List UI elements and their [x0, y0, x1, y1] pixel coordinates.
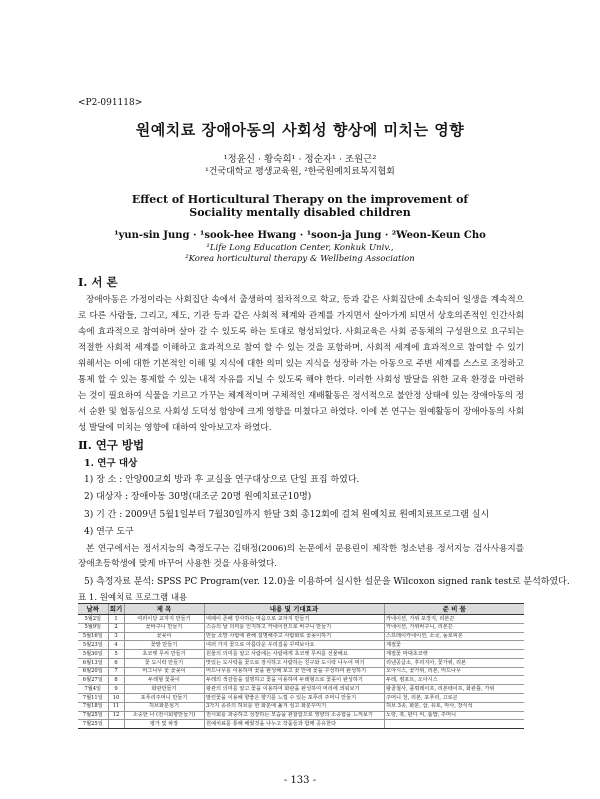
cell-date: 5월16일: [78, 632, 108, 641]
header-date: 날짜: [78, 604, 108, 615]
cell-materials: 주머니 천, 리본, 포푸리, 고로곤: [384, 694, 524, 703]
tool-description-paragraph: 본 연구에서는 정서지능의 측정도구는 김태정(2006)의 논문에서 문용린이 제작한 청소년용 정서지능 검사사용지를 장애초등학생에 맞게 바꾸어 사용한 것을 사용하였다.: [78, 544, 524, 569]
table-row: [78, 676, 524, 685]
cell-date: 5월23일: [78, 641, 108, 650]
page-number: - 133 -: [283, 775, 317, 786]
cell-session: 2: [108, 623, 124, 632]
header-title: 제 목: [124, 604, 204, 615]
cell-materials: 계절꽃: [384, 641, 524, 650]
cell-session: 1: [108, 615, 124, 624]
cell-date: 7월11일: [78, 694, 108, 703]
section-heading-introduction: Ⅰ. 서 론: [78, 275, 118, 289]
table-header-row: [78, 604, 524, 615]
method-item-analysis: 5) 측정자료 분석: SPSS PC Program(ver. 12.0)을 이용하여 실시한 설문을 Wilcoxon signed rank test로 분석하였다.: [84, 577, 570, 587]
cell-title: 평가 및 파장: [124, 720, 204, 729]
cell-session: 4: [108, 641, 124, 650]
cell-materials: 오아시스, 꽃가위, 리본, 머드나무: [384, 667, 524, 676]
cell-content: 두레의 색감들을 설명하고 꽃을 이용하여 두레형으로 꽃꽂이 완성하기: [204, 676, 384, 685]
cell-content: 왕관의 의미를 알고 꽃을 이용하여 화관을 완성하여 머리에 씌워보기: [204, 685, 384, 694]
cell-materials: 두레, 컴포트, 오아시스: [384, 676, 524, 685]
cell-title: 머그나무 꽃 꽃꽂이: [124, 667, 204, 676]
cell-materials: 허브 3종, 화분, 삽, 유토, 마사, 장식석: [384, 702, 524, 711]
cell-content: 스승의 날 의미를 인지하고 카네이션으로 바구니 만들기: [204, 623, 384, 632]
cell-content: 말린꽃을 이용해 향좋은 향기를 느낄 수 있는 포푸리 주머니 만들기: [204, 694, 384, 703]
cell-session: 11: [108, 702, 124, 711]
affiliation-en-line-2: ²Korea horticultural therapy & Wellbeing Association: [185, 254, 415, 264]
method-item-subjects: 2) 대상자 : 장애아동 30명(대조군 20명 원예치료군10명): [84, 492, 312, 502]
header-materials: 준 비 물: [384, 604, 524, 615]
cell-date: 7월4일: [78, 685, 108, 694]
cell-session: 8: [108, 676, 124, 685]
cell-title: 두레형 꽃꽂이: [124, 676, 204, 685]
method-item-tool: 4) 연구 도구: [84, 527, 134, 537]
introduction-paragraph: 장애아동은 가정이라는 사회집단 속에서 출생하여 점차적으로 학교, 등과 같은 사회집단에 소속되어 일생을 계속적으로 다른 사람들, 그리고, 제도, 기관 등과 같은 사회적 체계와 관계를 가지면서 살아가게 되면서 상호의존적인 인간사회 속에 효과적으로 참여하며 살아 갈 수 있도록 하는 토대로 형성되었다. 사회교육은 사회 공동체의 구성원으로 요구되는 적절한 사회적 세계를 이해하고 효과적으로 참여 할 수 있는 것을 포함하며, 사회적 세계에 효과적으로 참여할 수 있기 위해서는 이에 대한 기본적인 이해 및 지식에 대한 의미 있는 지식을 성장하 가는 아동으로 주변 세계를 스스로 조정하고 통제 할 수 있는 통제할 수 있는 내적 자유를 지닐 수 있도록 해야 한다. 이러한 사회성 발달을 위한 교육 환경을 마련하는 것이 필요하여 식물을 기르고 가꾸는 체계적이며 구체적인 재배활동은 정서적으로 불안정 상태에 있는 장애아동의 정서 순환 및 협동심으로 사회성 도덕성 함양에 크게 영향을 미쳤다고 하였다. 이에 본 연구는 원예활동이 장애아동의 사회성 발달에 미치는 영향에 대하여 알아보고자 하였다.: [78, 295, 524, 433]
table-row: [78, 685, 524, 694]
section-heading-methods: Ⅱ. 연구 방법: [78, 438, 145, 452]
paper-title-korean: 원예치료 장애아동의 사회성 향상에 미치는 영향: [135, 121, 465, 139]
program-table: [78, 603, 524, 729]
cell-session: 3: [108, 632, 124, 641]
affiliation-english: [0, 243, 600, 265]
table-row: [78, 632, 524, 641]
table-row: [78, 702, 524, 711]
header-content: 내용 및 기대효과: [204, 604, 384, 615]
paper-title-english: [0, 193, 600, 219]
abstract-code: <P2-091118>: [78, 98, 143, 108]
cell-date: 5월30일: [78, 650, 108, 659]
cell-date: 7월18일: [78, 702, 108, 711]
cell-content: 여러 가지 꽃으로 아름다운 우리집을 꾸며보아요: [204, 641, 384, 650]
cell-materials: [384, 720, 524, 729]
cell-session: 12: [108, 711, 124, 720]
cell-content: 맛있는 도시락을 꽃으로 장식하고 사람하는 친구와 도시락 나누어 먹기: [204, 658, 384, 667]
cell-title: 초코렛 무씨 만들기: [124, 650, 204, 659]
cell-date: 5월9일: [78, 623, 108, 632]
cell-content: 만들 소망 사람에 관해 설명해주고 사람화로 꽃꽂이하기: [204, 632, 384, 641]
affiliation-korean: ¹건국대학교 평생교육원, ²한국원예치료복지협회: [205, 167, 395, 177]
cell-session: [108, 720, 124, 729]
cell-date: 7월25일: [78, 720, 108, 729]
cell-materials: 노랑, 흑, 판디 씨, 톱밥, 주머니: [384, 711, 524, 720]
method-item-place: 1) 장 소 : 안양00교회 방과 후 교실을 연구대상으로 단일 표집 하였다.: [84, 475, 360, 485]
subsection-heading-subjects: 1. 연구 대상: [84, 458, 138, 469]
cell-date: 6월13일: [78, 658, 108, 667]
title-en-line-1: Effect of Horticultural Therapy on the improvement of: [131, 193, 469, 206]
cell-session: 9: [108, 685, 124, 694]
title-en-line-2: Sociality mentally disabled children: [189, 206, 411, 219]
affiliation-en-line-1: ¹Life Long Education Center, Konkuk Univ.,: [206, 243, 394, 253]
cell-date: 6월20일: [78, 667, 108, 676]
authors-korean: ¹정윤신 · 황숙희¹ · 정순자¹ · 조원근²: [223, 154, 377, 165]
cell-session: 5: [108, 650, 124, 659]
cell-title: 포푸리주머니 만들기: [124, 694, 204, 703]
cell-date: 5월2일: [78, 615, 108, 624]
cell-session: 6: [108, 658, 124, 667]
cell-title: 화관만들기: [124, 685, 204, 694]
cell-content: 원예치료를 통해 배웠것을 나누고 작품들과 함께 공유한다: [204, 720, 384, 729]
table-row: [78, 694, 524, 703]
cell-content: 원물의 의미를 알고 사람에는 사람에게 초코렛 무씨를 선물해요: [204, 650, 384, 659]
table-row: [78, 623, 524, 632]
table-row: [78, 641, 524, 650]
table-row: [78, 650, 524, 659]
cell-title: 꽃 도시락 만들기: [124, 658, 204, 667]
table-row: [78, 720, 524, 729]
method-item-period: 3) 기 간 : 2009년 5월1일부터 7월30일까지 한달 3회 총12회에 걸쳐 원예치료 원예치료프로그램 실시: [84, 510, 490, 520]
authors-english: ¹yun-sin Jung · ¹sook-hee Hwang · ¹soon-ja Jung · ²Weon-Keun Cho: [114, 230, 486, 241]
header-session: 회기: [109, 604, 123, 613]
cell-materials: 카네이션, 가위바구니, 리본끈: [384, 623, 524, 632]
cell-materials: 카네이션, 가위 포장지, 리본끈: [384, 615, 524, 624]
cell-content: 머드나무를 이용하여 꽃을 완성해 보고 꽃 안에 꽃을 구성하여 완성하기: [204, 667, 384, 676]
cell-date: 6월27일: [78, 676, 108, 685]
cell-content: 3가지 종류의 허브를 한 화분에 옮겨 심고 화분꾸미기: [204, 702, 384, 711]
table-row: [78, 711, 524, 720]
cell-session: 7: [108, 667, 124, 676]
cell-title: 꽃밭 만들기: [124, 641, 204, 650]
table-row: [78, 667, 524, 676]
cell-date: 7월25일: [78, 711, 108, 720]
table-row: [78, 615, 524, 624]
cell-title: 소중한 나 (전시회향만들기): [124, 711, 204, 720]
cell-title: 허브화분심기: [124, 702, 204, 711]
table-row: [78, 658, 524, 667]
cell-title: 꽃바구니 만들기: [124, 623, 204, 632]
cell-materials: 스프레이카네이션, 소국, 돌로피론: [384, 632, 524, 641]
table-caption: 표 1. 원예치료 프로그램 내용: [78, 593, 188, 603]
cell-session: 10: [108, 694, 124, 703]
cell-materials: 리넨공급소, 후리지아, 꽃가위, 리본: [384, 658, 524, 667]
cell-content: 전시회를 과중하고 성장하는 모습을 관찰함으로 영향의 소중함을 느껴보기: [204, 711, 384, 720]
cell-materials: 계절꽃 막대초코렛: [384, 650, 524, 659]
cell-materials: 왕골철사, 플뤄레이프, 리본테이프, 화관틀, 가위: [384, 685, 524, 694]
cell-content: 여례이 존배 강사하는 마음으로 교자지 만들기: [204, 615, 384, 624]
cell-title: 꽃꽂이: [124, 632, 204, 641]
cell-title: 여러이당 교자지 만들기: [124, 615, 204, 624]
